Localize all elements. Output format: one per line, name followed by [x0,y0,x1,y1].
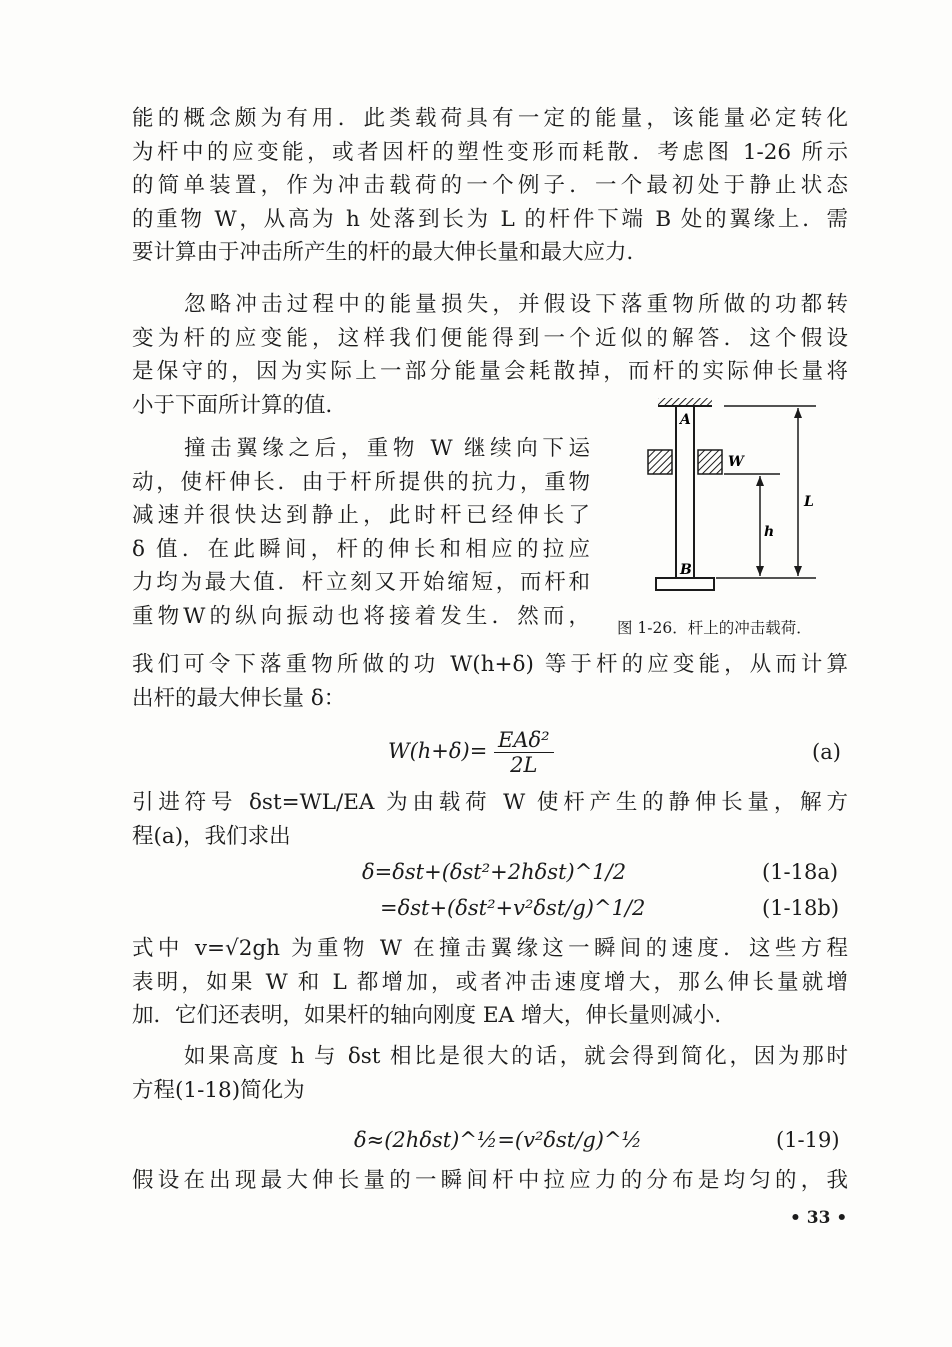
equation-a-label: (a) [812,740,841,764]
text-line: 忽略冲击过程中的能量损失，并假设下落重物所做的功都转 [184,292,848,317]
bar [676,406,694,578]
text-line: 为杆中的应变能，或者因杆的塑性变形而耗散．考虑图 1-26 所示 [132,139,848,165]
label-h: h [764,524,775,540]
paragraph-4 [132,786,848,853]
paragraph-3-continued [132,648,848,715]
label-b: B [680,562,692,578]
paragraph-3-narrow [132,432,590,634]
equation-1-18b-label: (1-18b) [762,896,840,920]
equation-a-fraction [494,728,554,777]
text-line: 引进符号 δst=WL/EA 为由载荷 W 使杆产生的静伸长量，解方 [132,790,848,815]
page-number: • 33 • [790,1208,848,1228]
text-line: 变为杆的应变能，这样我们便能得到一个近似的解答．这个假设 [132,325,848,351]
text-line: 表明，如果 W 和 L 都增加，或者冲击速度增大，那么伸长量就增 [132,969,848,995]
dimension-h [756,476,764,576]
equation-a-lhs: W(h+δ)= [388,739,488,763]
figure-caption: 图 1-26．杆上的冲击载荷． [617,619,812,637]
label-l: L [804,494,814,510]
dimension-l [794,408,802,576]
ceiling-support [658,398,712,406]
text-line: 程(a)，我们求出 [132,823,291,849]
text-line: 力均为最大值．杆立刻又开始缩短，而杆和 [132,570,590,596]
equation-a [388,728,554,777]
text-line: 我们可令下落重物所做的功 W(h+δ) 等于杆的应变能，从而计算 [132,652,848,677]
paragraph-7 [132,1164,848,1198]
equation-1-18b: =δst+(δst²+v²δst/g)^1/2 [380,896,646,920]
paragraph-5 [132,932,848,1033]
text-line: 重物W的纵向振动也将接着发生．然而， [132,603,590,629]
text-line: 假设在出现最大伸长量的一瞬间杆中拉应力的分布是均匀的，我 [132,1168,848,1193]
flange [656,578,714,590]
paragraph-6 [132,1040,848,1107]
text-line: 式中 v=√2gh 为重物 W 在撞击翼缘这一瞬间的速度．这些方程 [132,936,848,961]
label-w: W [728,454,744,470]
text-line: 如果高度 h 与 δst 相比是很大的话，就会得到简化，因为那时 [184,1044,848,1069]
text-line: 小于下面所计算的值． [132,392,348,418]
text-line: 减速并很快达到静止，此时杆已经伸长了 [132,503,590,529]
text-line: 是保守的，因为实际上一部分能量会耗散掉，而杆的实际伸长量将 [132,359,848,385]
text-line: δ 值．在此瞬间，杆的伸长和相应的拉应 [132,536,590,562]
equation-1-19-label: (1-19) [776,1128,840,1152]
paragraph-1 [132,102,848,270]
equation-1-18a-label: (1-18a) [762,860,839,884]
text-line: 能的概念颇为有用．此类载荷具有一定的能量，该能量必定转化 [132,106,848,131]
figure-1-26 [640,394,830,606]
equation-1-19: δ≈(2hδst)^½=(v²δst/g)^½ [354,1128,642,1152]
equation-a-numerator: EAδ² [494,728,554,753]
equation-a-denominator: 2L [510,753,538,777]
label-a: A [680,412,691,428]
text-line: 方程(1-18)简化为 [132,1077,305,1103]
equation-1-18a: δ=δst+(δst²+2hδst)^1/2 [362,860,627,884]
text-line: 动，使杆伸长．由于杆所提供的抗力，重物 [132,469,590,495]
weight-w [648,450,722,474]
text-line: 出杆的最大伸长量 δ： [132,685,346,711]
text-line: 加．它们还表明，如果杆的轴向刚度 EA 增大，伸长量则减小． [132,1003,736,1029]
text-line: 要计算由于冲击所产生的杆的最大伸长量和最大应力． [132,240,649,266]
text-line: 撞击翼缘之后，重物 W 继续向下运 [184,436,590,461]
text-line: 的简单装置，作为冲击载荷的一个例子．一个最初处于静止状态 [132,173,848,199]
text-line: 的重物 W，从高为 h 处落到长为 L 的杆件下端 B 处的翼缘上．需 [132,206,848,232]
